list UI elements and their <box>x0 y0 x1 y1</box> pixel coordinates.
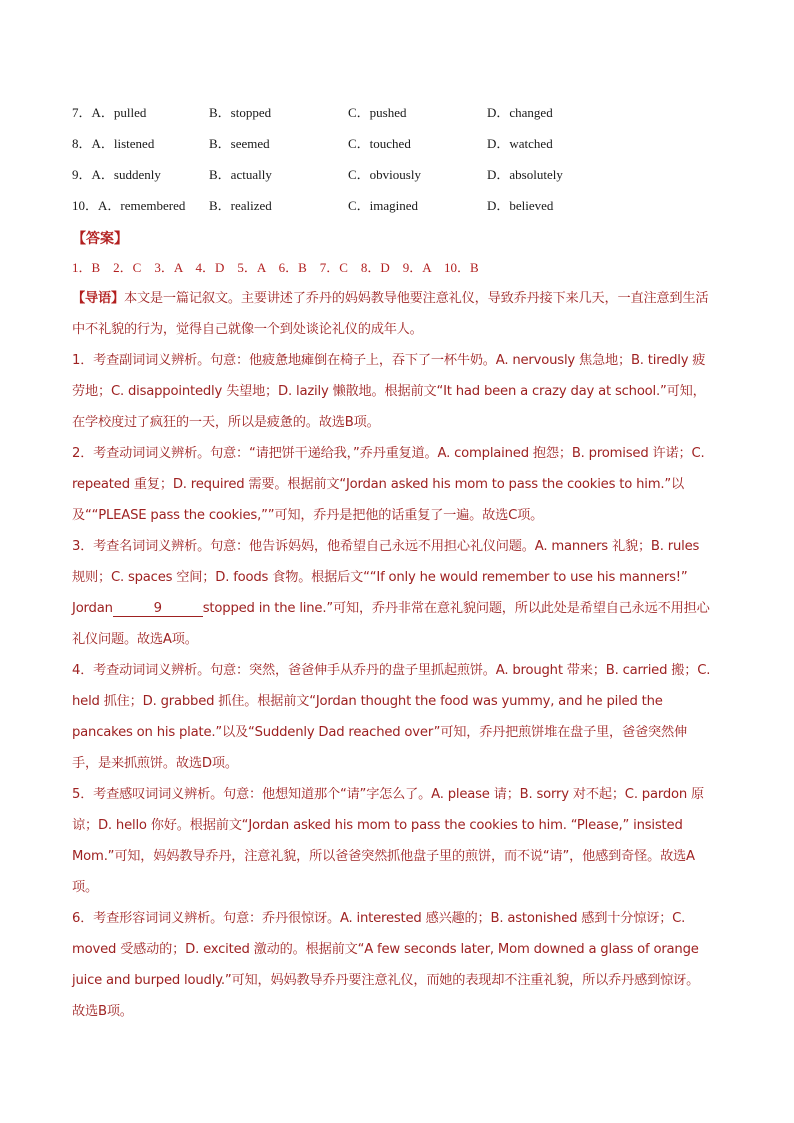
explanation-3 <box>72 531 712 655</box>
option: D．believed <box>487 198 554 213</box>
option: D．watched <box>487 136 553 151</box>
option-row-7 <box>72 96 712 127</box>
options-block <box>72 96 712 220</box>
option: 10．A．remembered <box>72 198 186 213</box>
option-row-10 <box>72 189 712 220</box>
option: 9．A．suddenly <box>72 167 161 182</box>
option: B．stopped <box>209 105 272 120</box>
option: C．obviously <box>348 167 421 182</box>
option: B．realized <box>209 198 272 213</box>
document-page <box>72 96 712 1027</box>
explanation-2: 2．考查动词词义辨析。句意：“请把饼干递给我，”乔丹重复道。A. complained 抱怨；B. promised 许诺；C. repeated 重复；D. required 需要。根据前文“Jordan asked his mom to pass the cookies to him.”以及““PLEASE pass the cookies,””可知，乔丹是把他的话重复了一遍。故选C项。 <box>72 446 705 523</box>
option: B．actually <box>209 167 272 182</box>
explanation-5: 5．考查感叹词词义辨析。句意：他想知道那个“请”字怎么了。A. please 请；B. sorry 对不起；C. pardon 原谅；D. hello 你好。根据前文“Jordan asked his mom to pass the cookies to him. “Please,” insisted Mom.”可知，妈妈教导乔丹，注意礼貌，所以爸爸突然抓他盘子里的煎饼，而不说“请”，他感到奇怪。故选A项。 <box>72 787 705 895</box>
explanation-3-after: stopped in the line.”可知，乔丹非常在意礼貌问题，所以此处是希望自己永远不用担心礼仪问题。故选A项。 <box>72 601 710 647</box>
option: 8．A．listened <box>72 136 155 151</box>
answer-key: 1．B 2．C 3．A 4．D 5．A 6．B 7．C 8．D 9．A 10．B <box>72 260 479 275</box>
option: D．changed <box>487 105 553 120</box>
explanation-1: 1．考查副词词义辨析。句意：他疲惫地瘫倒在椅子上，吞下了一杯牛奶。A. nervously 焦急地；B. tiredly 疲劳地；C. disappointedly 失望地；D. lazily 懒散地。根据前文“It had been a crazy day at school.”可知，在学校度过了疯狂的一天，所以是疲惫的。故选B项。 <box>72 353 706 430</box>
explanation-6: 6．考查形容词词义辨析。句意：乔丹很惊讶。A. interested 感兴趣的；B. astonished 感到十分惊讶；C. moved 受感动的；D. excited 激动的。根据前文“A few seconds later, Mom downed a glass of orange juice and burped loudly.”可知，妈妈教导乔丹要注意礼仪，而她的表现却不注重礼貌，所以乔丹感到惊讶。故选B项。 <box>72 911 700 1019</box>
answer-blank: 9 <box>113 602 203 617</box>
option: C．pushed <box>348 105 407 120</box>
option: D．absolutely <box>487 167 563 182</box>
option-row-9 <box>72 158 712 189</box>
option: C．touched <box>348 136 411 151</box>
intro-tag: 【导语】 <box>72 291 124 306</box>
answer-heading: 【答案】 <box>72 231 128 247</box>
option: C．imagined <box>348 198 419 213</box>
intro-paragraph <box>72 283 712 345</box>
explanation-4: 4．考查动词词义辨析。句意：突然，爸爸伸手从乔丹的盘子里抓起煎饼。A. brought 带来；B. carried 搬；C. held 抓住；D. grabbed 抓住。根据前文“Jordan thought the food was yummy, and he piled the pancakes on his plate.”以及“Suddenly Dad reached over”可知，乔丹把煎饼堆在盘子里，爸爸突然伸手，是来抓煎饼。故选D项。 <box>72 663 711 771</box>
intro-text: 本文是一篇记叙文。主要讲述了乔丹的妈妈教导他要注意礼仪，导致乔丹接下来几天，一直注意到生活中不礼貌的行为，觉得自己就像一个到处谈论礼仪的成年人。 <box>72 291 709 337</box>
option-row-8 <box>72 127 712 158</box>
explanation-3-before: 3．考查名词词义辨析。句意：他告诉妈妈，他希望自己永远不用担心礼仪问题。A. manners 礼貌；B. rules 规则；C. spaces 空间；D. foods 食物。根据后文““If only he would remember to use his manners!” Jordan <box>72 539 700 616</box>
option: 7．A．pulled <box>72 105 147 120</box>
option: B．seemed <box>209 136 270 151</box>
